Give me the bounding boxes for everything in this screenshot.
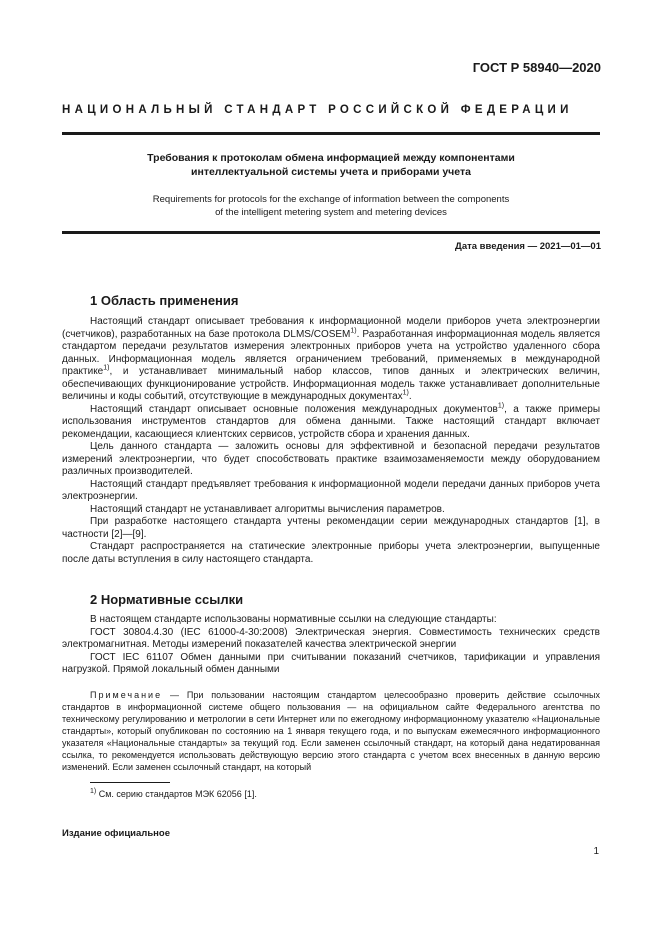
footnote bbox=[90, 789, 257, 799]
footnote-mark: 1) bbox=[90, 788, 97, 795]
title-english bbox=[62, 193, 600, 219]
footnote-ref[interactable]: 1) bbox=[103, 364, 110, 372]
paragraph: Настоящий стандарт описывает требования к информационной модели приборов учета электроэнергии (счетчиков), разработанных на базе протокола DLMS/COSEM$^{1)}$. Разработанная информационная модель является стандартом передачи результатов измерения электронных приборов учета на устройство удаленного сбора данных. Информационная модель является ограничением требований, применяемых в международной практике$^{1)}$, и устанавливает минимальный набор классов, типов данных и электрических величин, обеспечивающих функционирование устройств. Информационная модель также устанавливает дополнительные величины и коды событий, отсутствующие в международных документах$^{1)}$. bbox=[62, 316, 600, 402]
footnote-ref[interactable]: 1) bbox=[402, 389, 409, 397]
paragraph: Цель данного стандарта — заложить основы для эффективной и безопасной передачи результатов измерений электроэнергии, что будет способствовать практике взаимозаменяемости между оборудованием различных производителей. bbox=[62, 441, 600, 477]
national-standard-banner: НАЦИОНАЛЬНЫЙ СТАНДАРТ РОССИЙСКОЙ ФЕДЕРАЦИИ bbox=[62, 104, 573, 116]
section2-heading: 2 Нормативные ссылки bbox=[90, 592, 244, 607]
footnote-separator bbox=[90, 782, 170, 783]
standard-code: ГОСТ Р 58940—2020 bbox=[472, 60, 601, 75]
footnote-ref[interactable]: 1) bbox=[350, 327, 357, 335]
title-bottom-rule bbox=[62, 231, 600, 234]
title-ru-line2: интеллектуальной системы учета и приборами учета bbox=[191, 166, 471, 178]
title-en-line1: Requirements for protocols for the exchange of information between the components bbox=[152, 194, 510, 205]
page-number: 1 bbox=[593, 846, 599, 857]
title-en-line2: of the intelligent metering system and metering devices bbox=[215, 207, 447, 218]
section1-heading: 1 Область применения bbox=[90, 293, 239, 308]
note-block bbox=[62, 689, 600, 773]
paragraph: ГОСТ IEC 61107 Обмен данными при считывании показаний счетчиков, тарификации и управления нагрузкой. Прямой локальный обмен данными bbox=[62, 651, 600, 675]
section2-body bbox=[62, 614, 600, 677]
section1-body bbox=[62, 316, 600, 566]
official-edition: Издание официальное bbox=[62, 828, 170, 839]
paragraph: Настоящий стандарт предъявляет требования к информационной модели передачи данных приборов учета электроэнергии. bbox=[62, 478, 600, 502]
paragraph: ГОСТ 30804.4.30 (IEC 61000-4-30:2008) Электрическая энергия. Совместимость технических средств электромагнитная. Методы измерений показателей качества электрической энергии bbox=[62, 626, 600, 650]
note-label: Примечание bbox=[90, 690, 163, 700]
footnote-ref[interactable]: 1) bbox=[497, 402, 505, 410]
note-text: — При пользовании настоящим стандартом целесообразно проверить действие ссылочных стандартов в информационной системе общего пользования — на официальном сайте Федерального агентства по техническому регулированию и метрологии в сети Интернет или по ежегодному информационному указателю «Национальные стандарты», который опубликован по состоянию на 1 января текущего года, и по выпускам ежемесячного информационного указателя «Национальные стандарты» за текущий год. Если заменен ссылочный стандарт, на который дана недатированная ссылка, то рекомендуется использовать действующую версию этого стандарта с учетом всех внесенных в данную версию изменений. Если заменен ссылочный стандарт, на который bbox=[62, 690, 600, 772]
introduction-date: Дата введения — 2021—01—01 bbox=[455, 241, 601, 252]
paragraph: Стандарт распространяется на статические электронные приборы учета электроэнергии, выпущенные после даты вступления в силу настоящего стандарта. bbox=[62, 541, 600, 565]
paragraph: Настоящий стандарт не устанавливает алгоритмы вычисления параметров. bbox=[90, 503, 445, 515]
footnote-text: См. серию стандартов МЭК 62056 [1]. bbox=[96, 789, 257, 799]
paragraph: В настоящем стандарте использованы нормативные ссылки на следующие стандарты: bbox=[90, 614, 497, 625]
title-russian bbox=[62, 151, 600, 179]
top-rule bbox=[62, 132, 600, 135]
paragraph: Настоящий стандарт описывает основные положения международных документов$^{1)}$, а также примеры использования инструментов стандартов для обмена данными. Также настоящий стандарт включает рекомендации, касающиеся клиентских сервисов, устройств сбора и хранения данных. bbox=[62, 402, 601, 440]
title-ru-line1: Требования к протоколам обмена информацией между компонентами bbox=[147, 152, 515, 164]
paragraph: При разработке настоящего стандарта учтены рекомендации серии международных стандартов [1], в частности [2]—[9]. bbox=[62, 516, 600, 540]
